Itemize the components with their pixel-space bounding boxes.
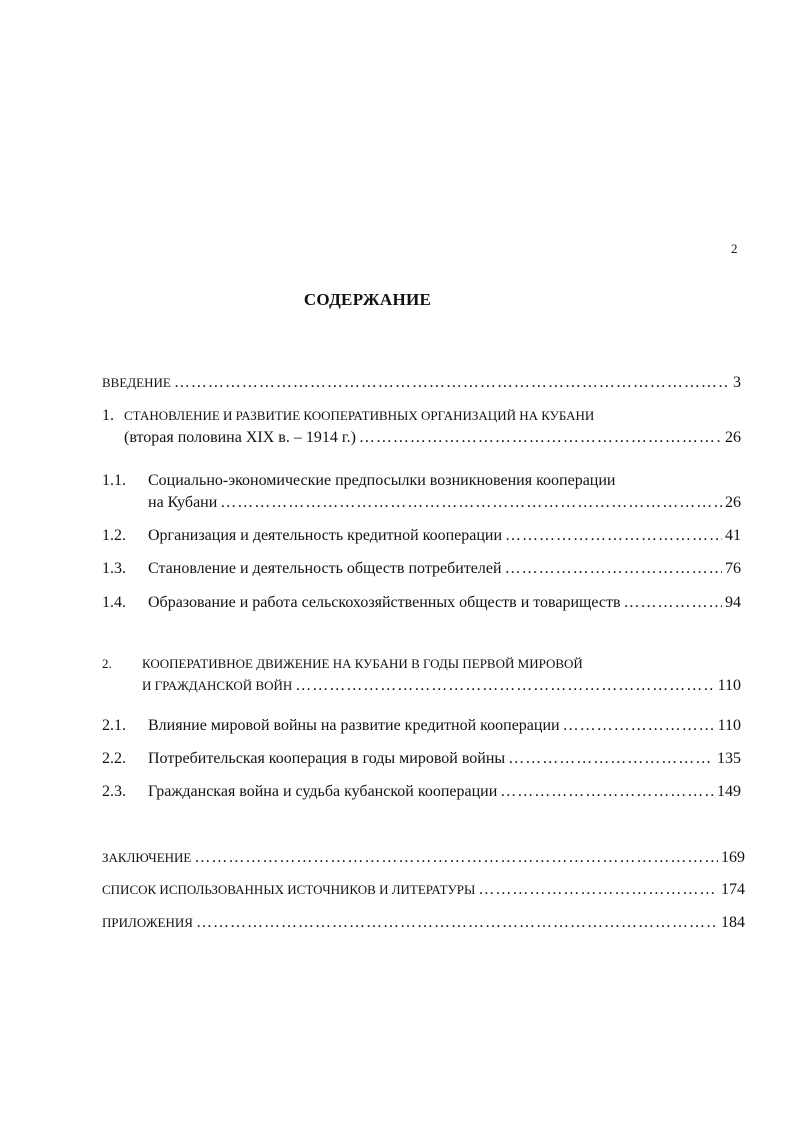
- toc-entry-label-line2: И ГРАЖДАНСКОЙ ВОЙН: [142, 678, 293, 693]
- dot-leader: [563, 716, 715, 736]
- toc-entry-label-line2: на Кубани: [148, 494, 218, 511]
- toc-entry-sources[interactable]: [102, 880, 745, 902]
- dot-leader: [624, 593, 722, 613]
- dot-leader: [174, 373, 730, 393]
- toc-entry-number: 2.1.: [102, 717, 126, 734]
- toc-entry-section-1-3[interactable]: [102, 559, 741, 581]
- toc-entry-label-line1: СТАНОВЛЕНИЕ И РАЗВИТИЕ КООПЕРАТИВНЫХ ОРГАНИЗАЦИЙ НА КУБАНИ: [124, 408, 595, 423]
- dot-leader: [196, 913, 718, 933]
- page-number: 2: [731, 241, 738, 256]
- toc-entry-page: 26: [725, 429, 741, 446]
- toc-entry-section-2-1[interactable]: [102, 716, 741, 738]
- toc-entry-page: 41: [725, 527, 741, 544]
- toc-entry-label-line1: КООПЕРАТИВНОЕ ДВИЖЕНИЕ НА КУБАНИ В ГОДЫ ПЕРВОЙ МИРОВОЙ: [142, 656, 583, 671]
- toc-entry-label-line2: (вторая половина XIX в. – 1914 г.): [124, 429, 356, 446]
- toc-entry-page: 184: [721, 914, 745, 931]
- toc-entry-number: 2.3.: [102, 783, 126, 800]
- toc-entry-section-2-2[interactable]: [102, 749, 741, 771]
- toc-entry-section-1-4[interactable]: [102, 593, 741, 615]
- dot-leader: [505, 526, 722, 546]
- dot-leader: [295, 676, 714, 696]
- toc-entry-page: 169: [721, 849, 745, 866]
- toc-entry-page: 76: [725, 560, 741, 577]
- dot-leader: [478, 880, 718, 900]
- toc-entry-label: ЗАКЛЮЧЕНИЕ: [102, 850, 192, 865]
- dot-leader: [359, 428, 722, 448]
- toc-entry-chapter-1[interactable]: [102, 406, 741, 450]
- toc-entry-label: Организация и деятельность кредитной кооперации: [148, 527, 503, 544]
- dot-leader: [505, 559, 722, 579]
- toc-entry-conclusion[interactable]: [102, 848, 745, 870]
- dot-leader: [500, 782, 714, 802]
- toc-entry-section-1-2[interactable]: [102, 526, 741, 548]
- toc-entry-label: СПИСОК ИСПОЛЬЗОВАННЫХ ИСТОЧНИКОВ И ЛИТЕРАТУРЫ: [102, 882, 476, 897]
- toc-entry-number: 2.: [102, 656, 112, 671]
- toc-entry-label: ПРИЛОЖЕНИЯ: [102, 915, 193, 930]
- dot-leader: [220, 493, 722, 513]
- toc-entry-page: 26: [725, 494, 741, 511]
- toc-entry-section-1-1[interactable]: [102, 471, 741, 515]
- toc-entry-introduction[interactable]: [102, 373, 741, 395]
- toc-entry-page: 110: [717, 677, 741, 694]
- toc-entry-label: Образование и работа сельскохозяйственных обществ и товариществ: [148, 594, 621, 611]
- page-title: СОДЕРЖАНИЕ: [303, 290, 432, 309]
- dot-leader: [508, 749, 714, 769]
- toc-entry-number: 1.4.: [102, 594, 126, 611]
- toc-entry-number: 1.2.: [102, 527, 126, 544]
- toc-entry-number: 2.2.: [102, 750, 126, 767]
- toc-entry-page: 174: [721, 881, 745, 898]
- toc-entry-page: 135: [717, 750, 741, 767]
- toc-entry-page: 3: [733, 374, 741, 391]
- toc-entry-label: Влияние мировой войны на развитие кредитной кооперации: [148, 717, 560, 734]
- toc-entry-number: 1.3.: [102, 560, 126, 577]
- toc-entry-page: 94: [725, 594, 741, 611]
- toc-entry-chapter-2[interactable]: [102, 654, 741, 698]
- toc-entry-section-2-3[interactable]: [102, 782, 741, 804]
- toc-entry-label: ВВЕДЕНИЕ: [102, 375, 171, 390]
- toc-entry-page: 110: [717, 717, 741, 734]
- toc-entry-label: Потребительская кооперация в годы мировой войны: [148, 750, 506, 767]
- toc-entry-label: Гражданская война и судьба кубанской кооперации: [148, 783, 498, 800]
- toc-entry-number: 1.1.: [102, 472, 126, 489]
- toc-entry-appendix[interactable]: [102, 913, 745, 935]
- toc-entry-label: Становление и деятельность обществ потребителей: [148, 560, 502, 577]
- toc-entry-label-line1: Социально-экономические предпосылки возникновения кооперации: [148, 472, 616, 489]
- toc-entry-page: 149: [717, 783, 741, 800]
- toc-entry-number: 1.: [102, 407, 114, 424]
- dot-leader: [194, 848, 718, 868]
